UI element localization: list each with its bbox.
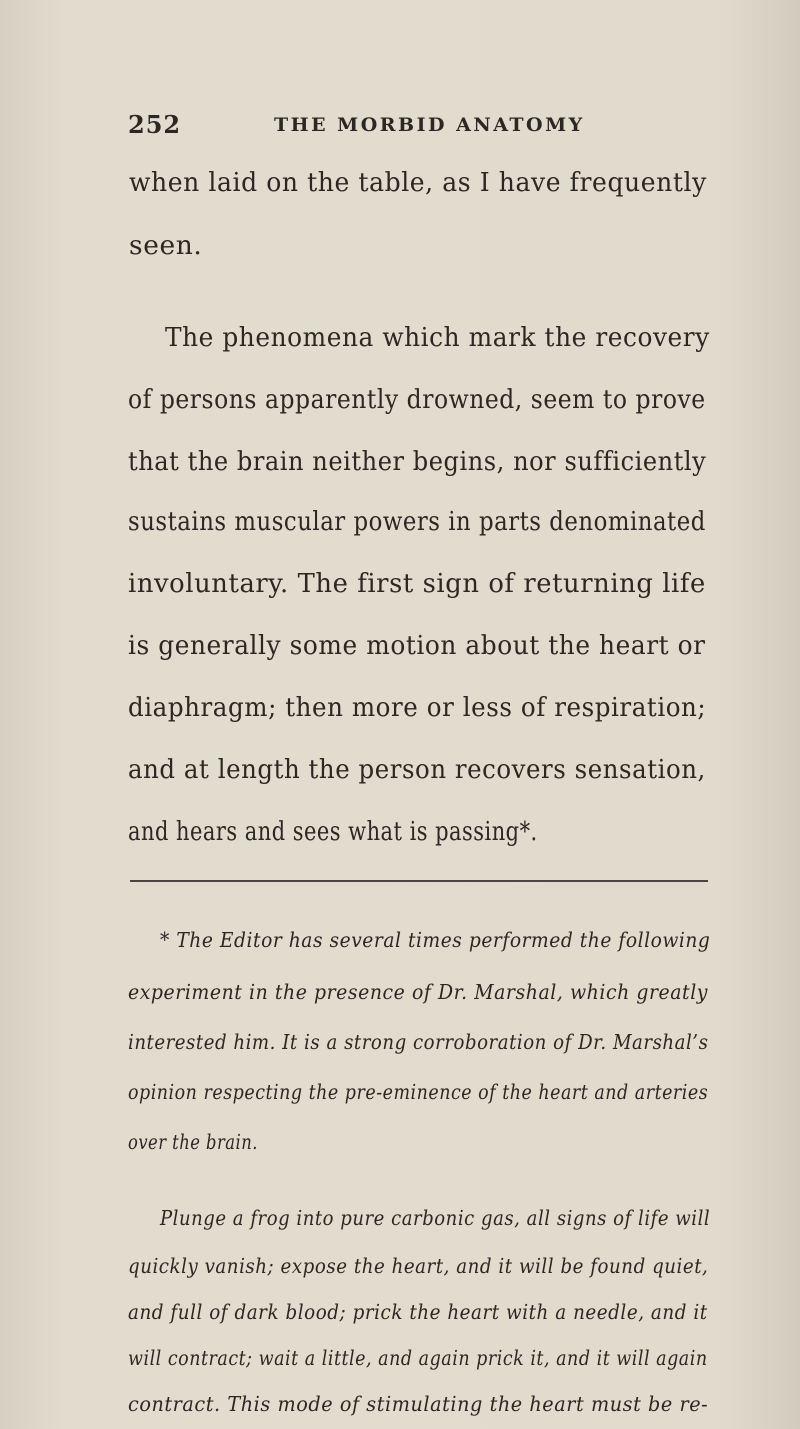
page-header: [0, 110, 800, 150]
main-text-line: is generally some motion about the heart or: [128, 630, 706, 661]
main-text-line: when laid on the table, as I have frequently: [129, 167, 707, 198]
main-text-line: diaphragm; then more or less of respiration;: [128, 692, 707, 723]
footnote-line: Plunge a frog into pure carbonic gas, all signs of life will: [160, 1206, 711, 1230]
main-text-line: The phenomena which mark the recovery: [165, 322, 710, 353]
footnote-line: * The Editor has several times performed the following: [160, 928, 711, 952]
main-text-line: seen.: [129, 230, 203, 261]
page-number: 252: [128, 110, 182, 139]
running-title: THE MORBID ANATOMY: [274, 114, 585, 136]
footnote-line: and full of dark blood; prick the heart with a needle, and it: [128, 1300, 708, 1324]
main-text-line: that the brain neither begins, nor sufficiently: [128, 446, 707, 477]
main-text-line: sustains muscular powers in parts denominated: [128, 506, 706, 537]
footnote-line: interested him. It is a strong corroboration of Dr. Marshal’s: [128, 1030, 709, 1054]
main-text-line: and at length the person recovers sensation,: [128, 754, 706, 785]
footnote-line: will contract; wait a little, and again prick it, and it will again: [128, 1346, 708, 1370]
main-text-line: involuntary. The first sign of returning life: [128, 568, 706, 599]
footnote-line: quickly vanish; expose the heart, and it will be found quiet,: [128, 1254, 709, 1278]
main-text-line: and hears and sees what is passing*.: [128, 816, 538, 847]
footnote-line: opinion respecting the pre-eminence of the heart and arteries: [128, 1080, 709, 1104]
main-text-line: of persons apparently drowned, seem to prove: [128, 384, 706, 415]
footnote-divider: [130, 880, 708, 882]
footnote-line: experiment in the presence of Dr. Marshal, which greatly: [128, 980, 709, 1004]
footnote-line: over the brain.: [128, 1130, 258, 1154]
footnote-line: contract. This mode of stimulating the heart must be re-: [128, 1392, 709, 1416]
